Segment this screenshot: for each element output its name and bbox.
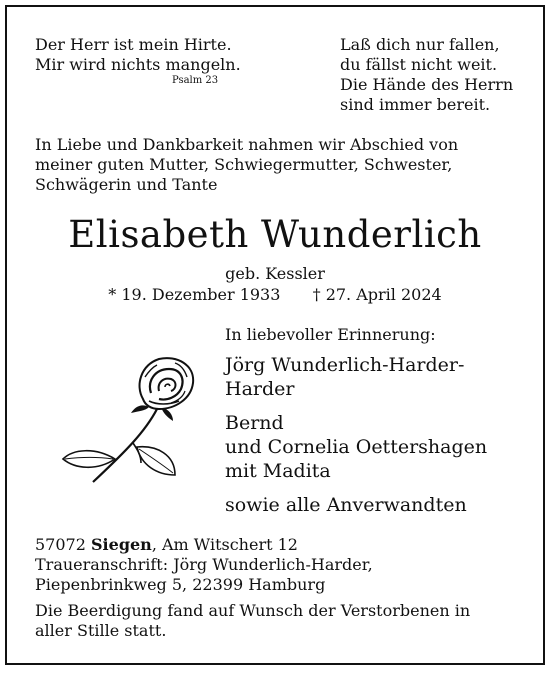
death-date: † 27. April 2024: [312, 285, 442, 304]
intro-line: In Liebe und Dankbarkeit nahmen wir Abschied von: [35, 135, 459, 154]
life-dates: [7, 285, 543, 305]
verse-right-line: Laß dich nur fallen,: [340, 35, 500, 54]
rose-icon: [45, 347, 205, 492]
verse-left: [35, 35, 241, 75]
verse-left-line: Mir wird nichts mangeln.: [35, 55, 241, 74]
maiden-name: geb. Kessler: [225, 264, 325, 283]
address-block: [35, 535, 373, 595]
mourner-line: sowie alle Anverwandten: [225, 494, 467, 516]
footer-line: Die Beerdigung fand auf Wunsch der Verstorbenen in: [35, 601, 471, 620]
mourner-line: Harder: [225, 378, 295, 400]
verse-right: [340, 35, 513, 115]
footer-text: [35, 601, 470, 641]
address-line: [35, 535, 373, 555]
verse-left-line: Der Herr ist mein Hirte.: [35, 35, 232, 54]
mourner-line: Bernd: [225, 412, 284, 434]
mourner-line: und Cornelia Oettershagen: [225, 436, 488, 458]
city: Siegen: [91, 535, 152, 554]
birth-date: * 19. Dezember 1933: [108, 285, 281, 304]
intro-text: [35, 135, 458, 195]
mourner-group: [225, 353, 464, 401]
address-line: Traueranschrift: Jörg Wunderlich-Harder,: [35, 555, 373, 574]
obituary-notice: [5, 5, 545, 665]
deceased-name: Elisabeth Wunderlich: [68, 213, 482, 256]
verse-right-line: du fällst nicht weit.: [340, 55, 498, 74]
street: , Am Witschert 12: [151, 535, 298, 554]
mourner-line: Jörg Wunderlich-Harder-: [225, 354, 465, 376]
postcode: 57072: [35, 535, 86, 554]
mourner-group: [225, 493, 467, 517]
address-line: Piepenbrinkweg 5, 22399 Hamburg: [35, 575, 326, 594]
intro-line: Schwägerin und Tante: [35, 175, 218, 194]
mourners-heading: In liebevoller Erinnerung:: [225, 325, 436, 344]
mourner-line: mit Madita: [225, 460, 331, 482]
verse-right-line: sind immer bereit.: [340, 95, 491, 114]
footer-line: aller Stille statt.: [35, 621, 167, 640]
mourner-group: [225, 411, 487, 483]
verse-right-line: Die Hände des Herrn: [340, 75, 514, 94]
verse-source: Psalm 23: [172, 75, 219, 86]
intro-line: meiner guten Mutter, Schwiegermutter, Schwester,: [35, 155, 453, 174]
